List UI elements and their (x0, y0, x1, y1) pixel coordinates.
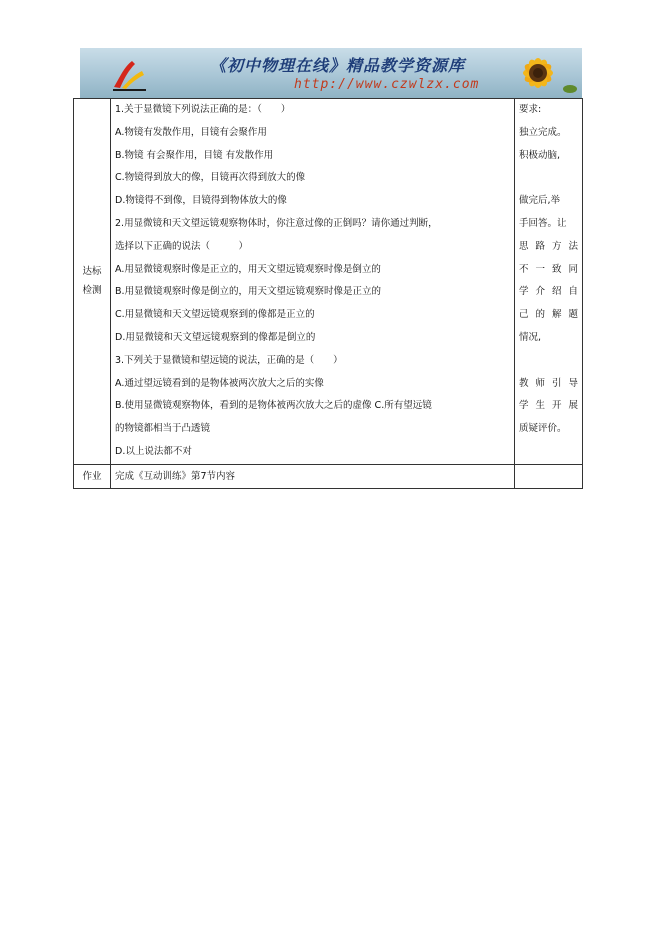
question-2-option-c: C.用显微镜和天文望远镜观察到的像都是正立的 (115, 309, 315, 321)
requirement-line: 独立完成。 (519, 126, 567, 138)
homework-empty-cell (515, 464, 583, 488)
requirements-cell (515, 99, 583, 465)
requirement-spacer (519, 350, 578, 373)
question-3-option-c: 的物镜都相当于凸透镜 (115, 423, 211, 435)
homework-content: 完成《互动训练》第7节内容 (115, 470, 236, 482)
question-1-stem: 1.关于显微镜下列说法正确的是：（ ） (115, 104, 291, 115)
requirement-line: 思路方法 (519, 240, 578, 252)
requirement-line: 积极动脑, (519, 149, 561, 161)
section-label-line: 达标 (82, 266, 102, 278)
question-2-option-b: B.用显微镜观察时像是倒立的，用天文望远镜观察时像是正立的 (115, 286, 382, 298)
check-row (74, 99, 583, 465)
question-1-option-d: D.物镜得不到像，目镜得到物体放大的像 (115, 195, 287, 207)
question-2-option-a: A.用显微镜观察时像是正立的，用天文望远镜观察时像是倒立的 (115, 263, 381, 275)
question-3-option-d: D.以上说法都不对 (115, 445, 192, 457)
logo-icon (110, 57, 150, 91)
requirement-line: 情况, (519, 331, 542, 343)
question-2-option-d: D.用显微镜和天文望远镜观察到的像都是倒立的 (115, 331, 316, 343)
question-3-option-b: B.使用显微镜观察物体，看到的是物体被两次放大之后的虚像 C.所有望远镜 (115, 400, 432, 412)
requirement-line: 学生开展 (519, 400, 578, 412)
section-label (74, 99, 111, 465)
question-3-stem: 3.下列关于显微镜和望远镜的说法，正确的是（ ） (115, 354, 343, 366)
requirement-line: 要求: (519, 104, 542, 115)
requirement-line: 己的解题 (519, 309, 578, 321)
requirement-line: 不一致同 (519, 263, 578, 275)
header-url: http://www.czwlzx.com (294, 77, 480, 92)
requirement-line: 学介绍自 (519, 286, 578, 298)
section-label-line: 检测 (82, 285, 102, 297)
question-1-option-b: B.物镜 有会聚作用，目镜 有发散作用 (115, 149, 274, 161)
header-banner (80, 48, 582, 98)
sunflower-icon (500, 51, 580, 97)
requirement-line: 质疑评价。 (519, 423, 567, 435)
question-2-stem-cont: 选择以下正确的说法（ ） (115, 240, 249, 252)
homework-row (74, 464, 583, 488)
requirement-line: 手回答。让 (519, 217, 567, 229)
questions-cell (111, 99, 515, 465)
requirement-line: 教师引导 (519, 377, 578, 389)
homework-content-cell (111, 464, 515, 488)
header-title: 《初中物理在线》精品教学资源库 (210, 56, 466, 75)
question-2-stem: 2.用显微镜和天文望远镜观察物体时，你注意过像的正倒吗？请你通过判断， (115, 217, 438, 229)
homework-label: 作业 (74, 464, 111, 488)
question-3-option-a: A.通过望远镜看到的是物体被两次放大之后的实像 (115, 377, 324, 389)
question-1-option-c: C.物镜得到放大的像，目镜再次得到放大的像 (115, 172, 306, 184)
question-1-option-a: A.物镜有发散作用，目镜有会聚作用 (115, 126, 267, 138)
requirement-spacer (519, 167, 578, 190)
requirement-line: 做完后,举 (519, 195, 561, 207)
lesson-table (73, 98, 583, 489)
